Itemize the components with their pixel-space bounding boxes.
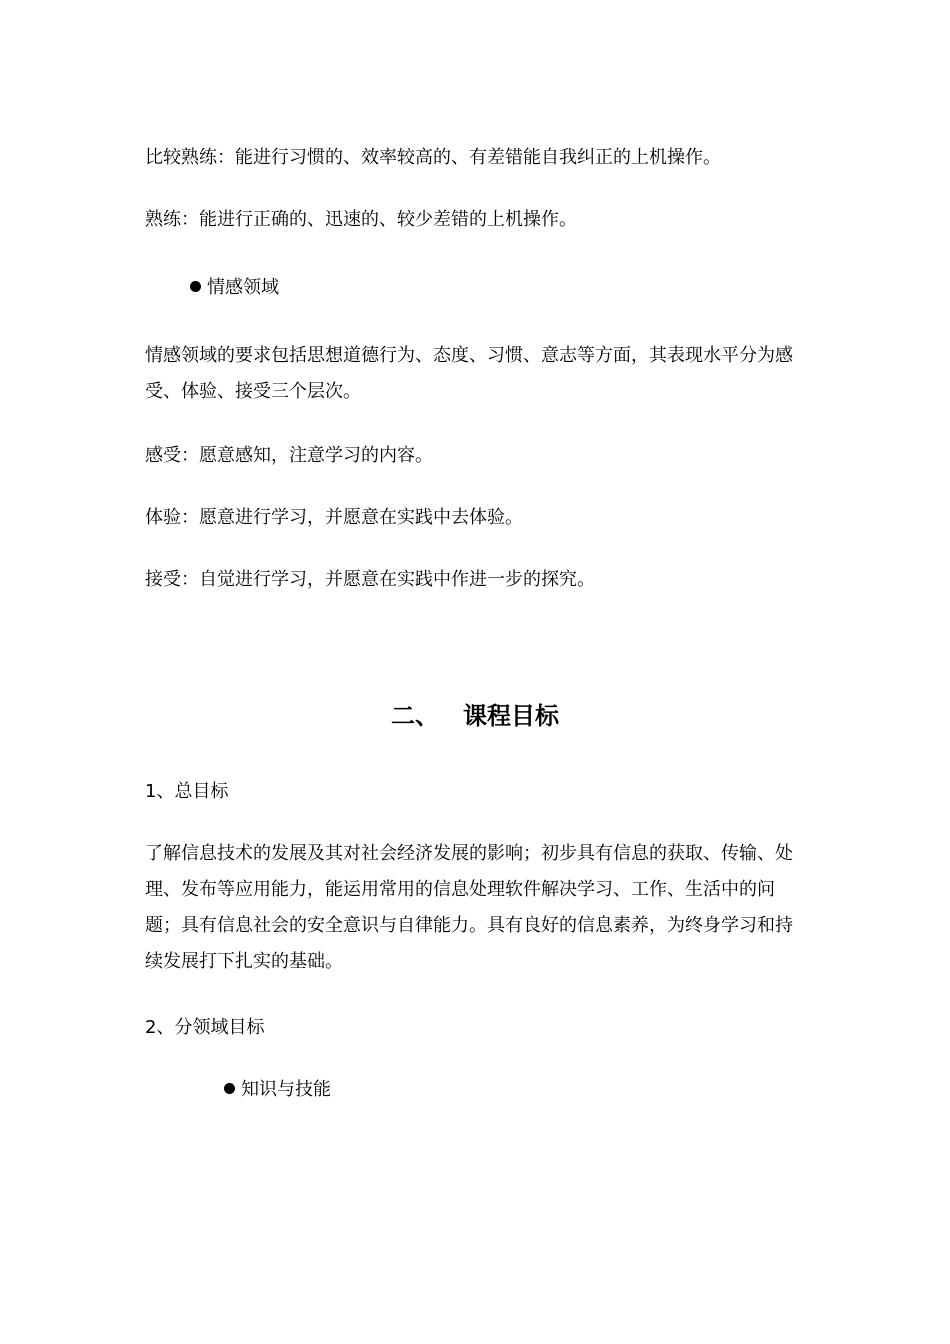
affective-domain-intro: 情感领域的要求包括思想道德行为、态度、习惯、意志等方面，其表现水平分为感受、体验、接受三个层次。 bbox=[145, 345, 793, 402]
section-heading-title: 课程目标 bbox=[463, 702, 559, 730]
bullet-dot-icon bbox=[190, 281, 201, 292]
bullet-knowledge-skills bbox=[224, 1072, 331, 1108]
proficiency-level-skilled: 熟练：能进行正确的、迅速的、较少差错的上机操作。 bbox=[145, 209, 577, 230]
subheading-domain-goals: 2、分领域目标 bbox=[145, 1017, 265, 1038]
bullet-affective-label: 情感领域 bbox=[207, 277, 279, 298]
bullet-knowledge-label: 知识与技能 bbox=[241, 1079, 331, 1100]
affective-level-experience: 体验：愿意进行学习，并愿意在实践中去体验。 bbox=[145, 507, 523, 528]
affective-level-feel: 感受：愿意感知，注意学习的内容。 bbox=[145, 445, 433, 466]
bullet-dot-icon bbox=[224, 1083, 235, 1094]
overall-goal-paragraph: 了解信息技术的发展及其对社会经济发展的影响；初步具有信息的获取、传输、处理、发布等应用能力，能运用常用的信息处理软件解决学习、工作、生活中的问题；具有信息社会的安全意识与自律能力。具有良好的信息素养，为终身学习和持续发展打下扎实的基础。 bbox=[145, 843, 793, 972]
affective-level-accept: 接受：自觉进行学习，并愿意在实践中作进一步的探究。 bbox=[145, 569, 595, 590]
subheading-overall-goal: 1、总目标 bbox=[145, 781, 229, 802]
bullet-affective-domain bbox=[190, 270, 279, 306]
section-heading-course-goals bbox=[0, 698, 950, 734]
proficiency-level-fairly-skilled: 比较熟练：能进行习惯的、效率较高的、有差错能自我纠正的上机操作。 bbox=[145, 147, 721, 168]
section-heading-number: 二、 bbox=[391, 702, 439, 730]
